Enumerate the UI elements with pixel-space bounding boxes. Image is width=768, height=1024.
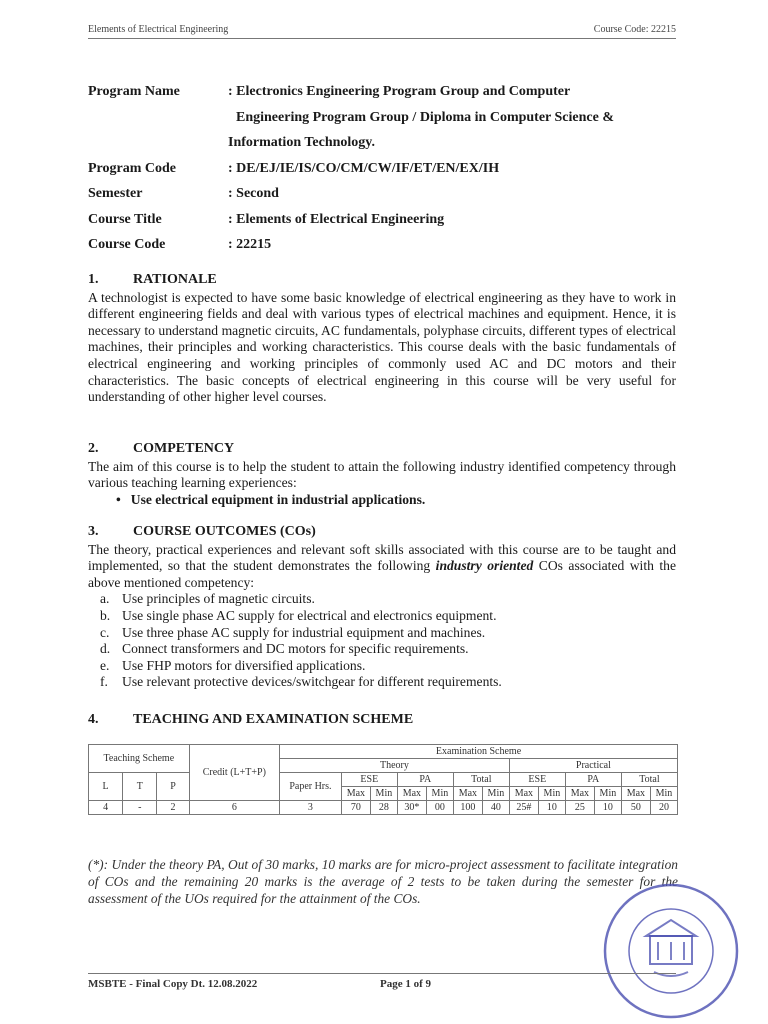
competency-heading: 2. COMPETENCY bbox=[88, 441, 235, 456]
list-item: c. Use three phase AC supply for industrial equipment and machines. bbox=[100, 624, 486, 640]
list-item: e. Use FHP motors for diversified applications. bbox=[100, 657, 366, 673]
program-code-value: : DE/EJ/IE/IS/CO/CM/CW/IF/ET/EN/EX/IH bbox=[228, 160, 500, 176]
footer-copy-date: MSBTE - Final Copy Dt. 12.08.2022 bbox=[88, 978, 258, 990]
table-row bbox=[89, 745, 678, 759]
table-row: L T P Paper Hrs. ESE PA Total ESE PA Total bbox=[89, 773, 678, 787]
program-name-row bbox=[88, 79, 678, 156]
course-code-label: Course Code bbox=[88, 237, 166, 252]
rationale-heading: 1. RATIONALE bbox=[88, 272, 217, 287]
header-course-code: Course Code: 22215 bbox=[593, 24, 676, 35]
list-item: d. Connect transformers and DC motors for specific requirements. bbox=[100, 641, 469, 657]
competency-text: The aim of this course is to help the student to attain the following industry identified competency through various teaching learning experiences: bbox=[88, 458, 676, 491]
course-title-row bbox=[88, 207, 678, 233]
course-code-value: : 22215 bbox=[228, 237, 272, 252]
course-code-row bbox=[88, 232, 678, 258]
page-footer bbox=[88, 973, 676, 990]
scheme-table bbox=[88, 744, 678, 815]
semester-row bbox=[88, 181, 678, 207]
competency-section bbox=[88, 441, 676, 508]
list-item: f. Use relevant protective devices/switchgear for different requirements. bbox=[100, 674, 502, 690]
footer-page-number: Page 1 of 9 bbox=[380, 978, 432, 990]
running-header bbox=[88, 24, 676, 39]
credit-header: Credit (L+T+P) bbox=[189, 745, 279, 801]
program-name-value-line1: : Electronics Engineering Program Group and Computer bbox=[228, 84, 571, 99]
footnote-marker: (*): bbox=[88, 857, 109, 872]
bullet-icon: • bbox=[116, 491, 121, 507]
program-name-value-line2: Engineering Program Group / Diploma in Computer Science & bbox=[236, 109, 614, 125]
rationale-section bbox=[88, 272, 676, 406]
course-title-label: Course Title bbox=[88, 211, 162, 227]
list-item: b. Use single phase AC supply for electrical and electronics equipment. bbox=[100, 607, 497, 623]
scheme-section bbox=[88, 712, 676, 730]
program-info-block bbox=[88, 79, 678, 258]
table-row: 4 - 2 6 3 70 28 30* 00 100 40 25# 10 25 10 50 20 bbox=[89, 801, 678, 815]
competency-bullet: • Use electrical equipment in industrial applications. bbox=[116, 491, 426, 507]
examination-scheme-header: Examination Scheme bbox=[280, 745, 678, 759]
scheme-heading: 4. TEACHING AND EXAMINATION SCHEME bbox=[88, 712, 414, 727]
board-seal-stamp bbox=[600, 880, 742, 1022]
list-item: a. Use principles of magnetic circuits. bbox=[100, 591, 315, 607]
teaching-scheme-header: Teaching Scheme bbox=[89, 745, 190, 773]
program-name-value-line3: Information Technology. bbox=[228, 135, 376, 150]
course-outcomes-heading: 3. COURSE OUTCOMES (COs) bbox=[88, 524, 316, 539]
pa-footnote: (*): Under the theory PA, Out of 30 marks, 10 marks are for micro-project assessment to facilitate integration of COs and the remaining 20 marks is the average of 2 tests to be taken during the semester for the assessment of the UOs required for the attainment of the COs. bbox=[88, 857, 678, 906]
theory-header: Theory bbox=[280, 759, 510, 773]
semester-label: Semester bbox=[88, 186, 143, 201]
header-course-name: Elements of Electrical Engineering bbox=[88, 24, 229, 35]
course-outcomes-list bbox=[88, 591, 676, 691]
industry-oriented-emphasis: industry oriented bbox=[435, 558, 534, 574]
semester-value: : Second bbox=[228, 186, 279, 201]
practical-header: Practical bbox=[509, 759, 677, 773]
rationale-text: A technologist is expected to have some basic knowledge of electrical engineering as they have to work in different engineering fields and deal with various types of electrical machines and equipment. Hence, it is necessary to understand magnetic circuits, AC fundamentals, polyphase circuits, different types of electrical machines, their principles and working characteristics. This course deals with the basic fundamentals of electrical engineering and working principles of commonly used AC and DC motors and their characteristics. The basic concepts of electrical engineering in this course will be very useful for understanding of other higher level courses. bbox=[88, 289, 676, 405]
table-row: Max Min Max Min Max Min Max Min Max Min Max Min bbox=[89, 787, 678, 801]
program-code-label: Program Code bbox=[88, 160, 176, 176]
course-outcomes-section bbox=[88, 524, 676, 691]
course-title-value: : Elements of Electrical Engineering bbox=[228, 211, 445, 227]
program-name-label: Program Name bbox=[88, 84, 180, 99]
course-outcomes-text: The theory, practical experiences and relevant soft skills associated with this course are to be taught and implemented, so that the student demonstrates the following industry oriented COs associated with the above mentioned competency: bbox=[88, 541, 676, 590]
paper-hrs-header: Paper Hrs. bbox=[280, 773, 342, 801]
program-code-row bbox=[88, 156, 678, 182]
